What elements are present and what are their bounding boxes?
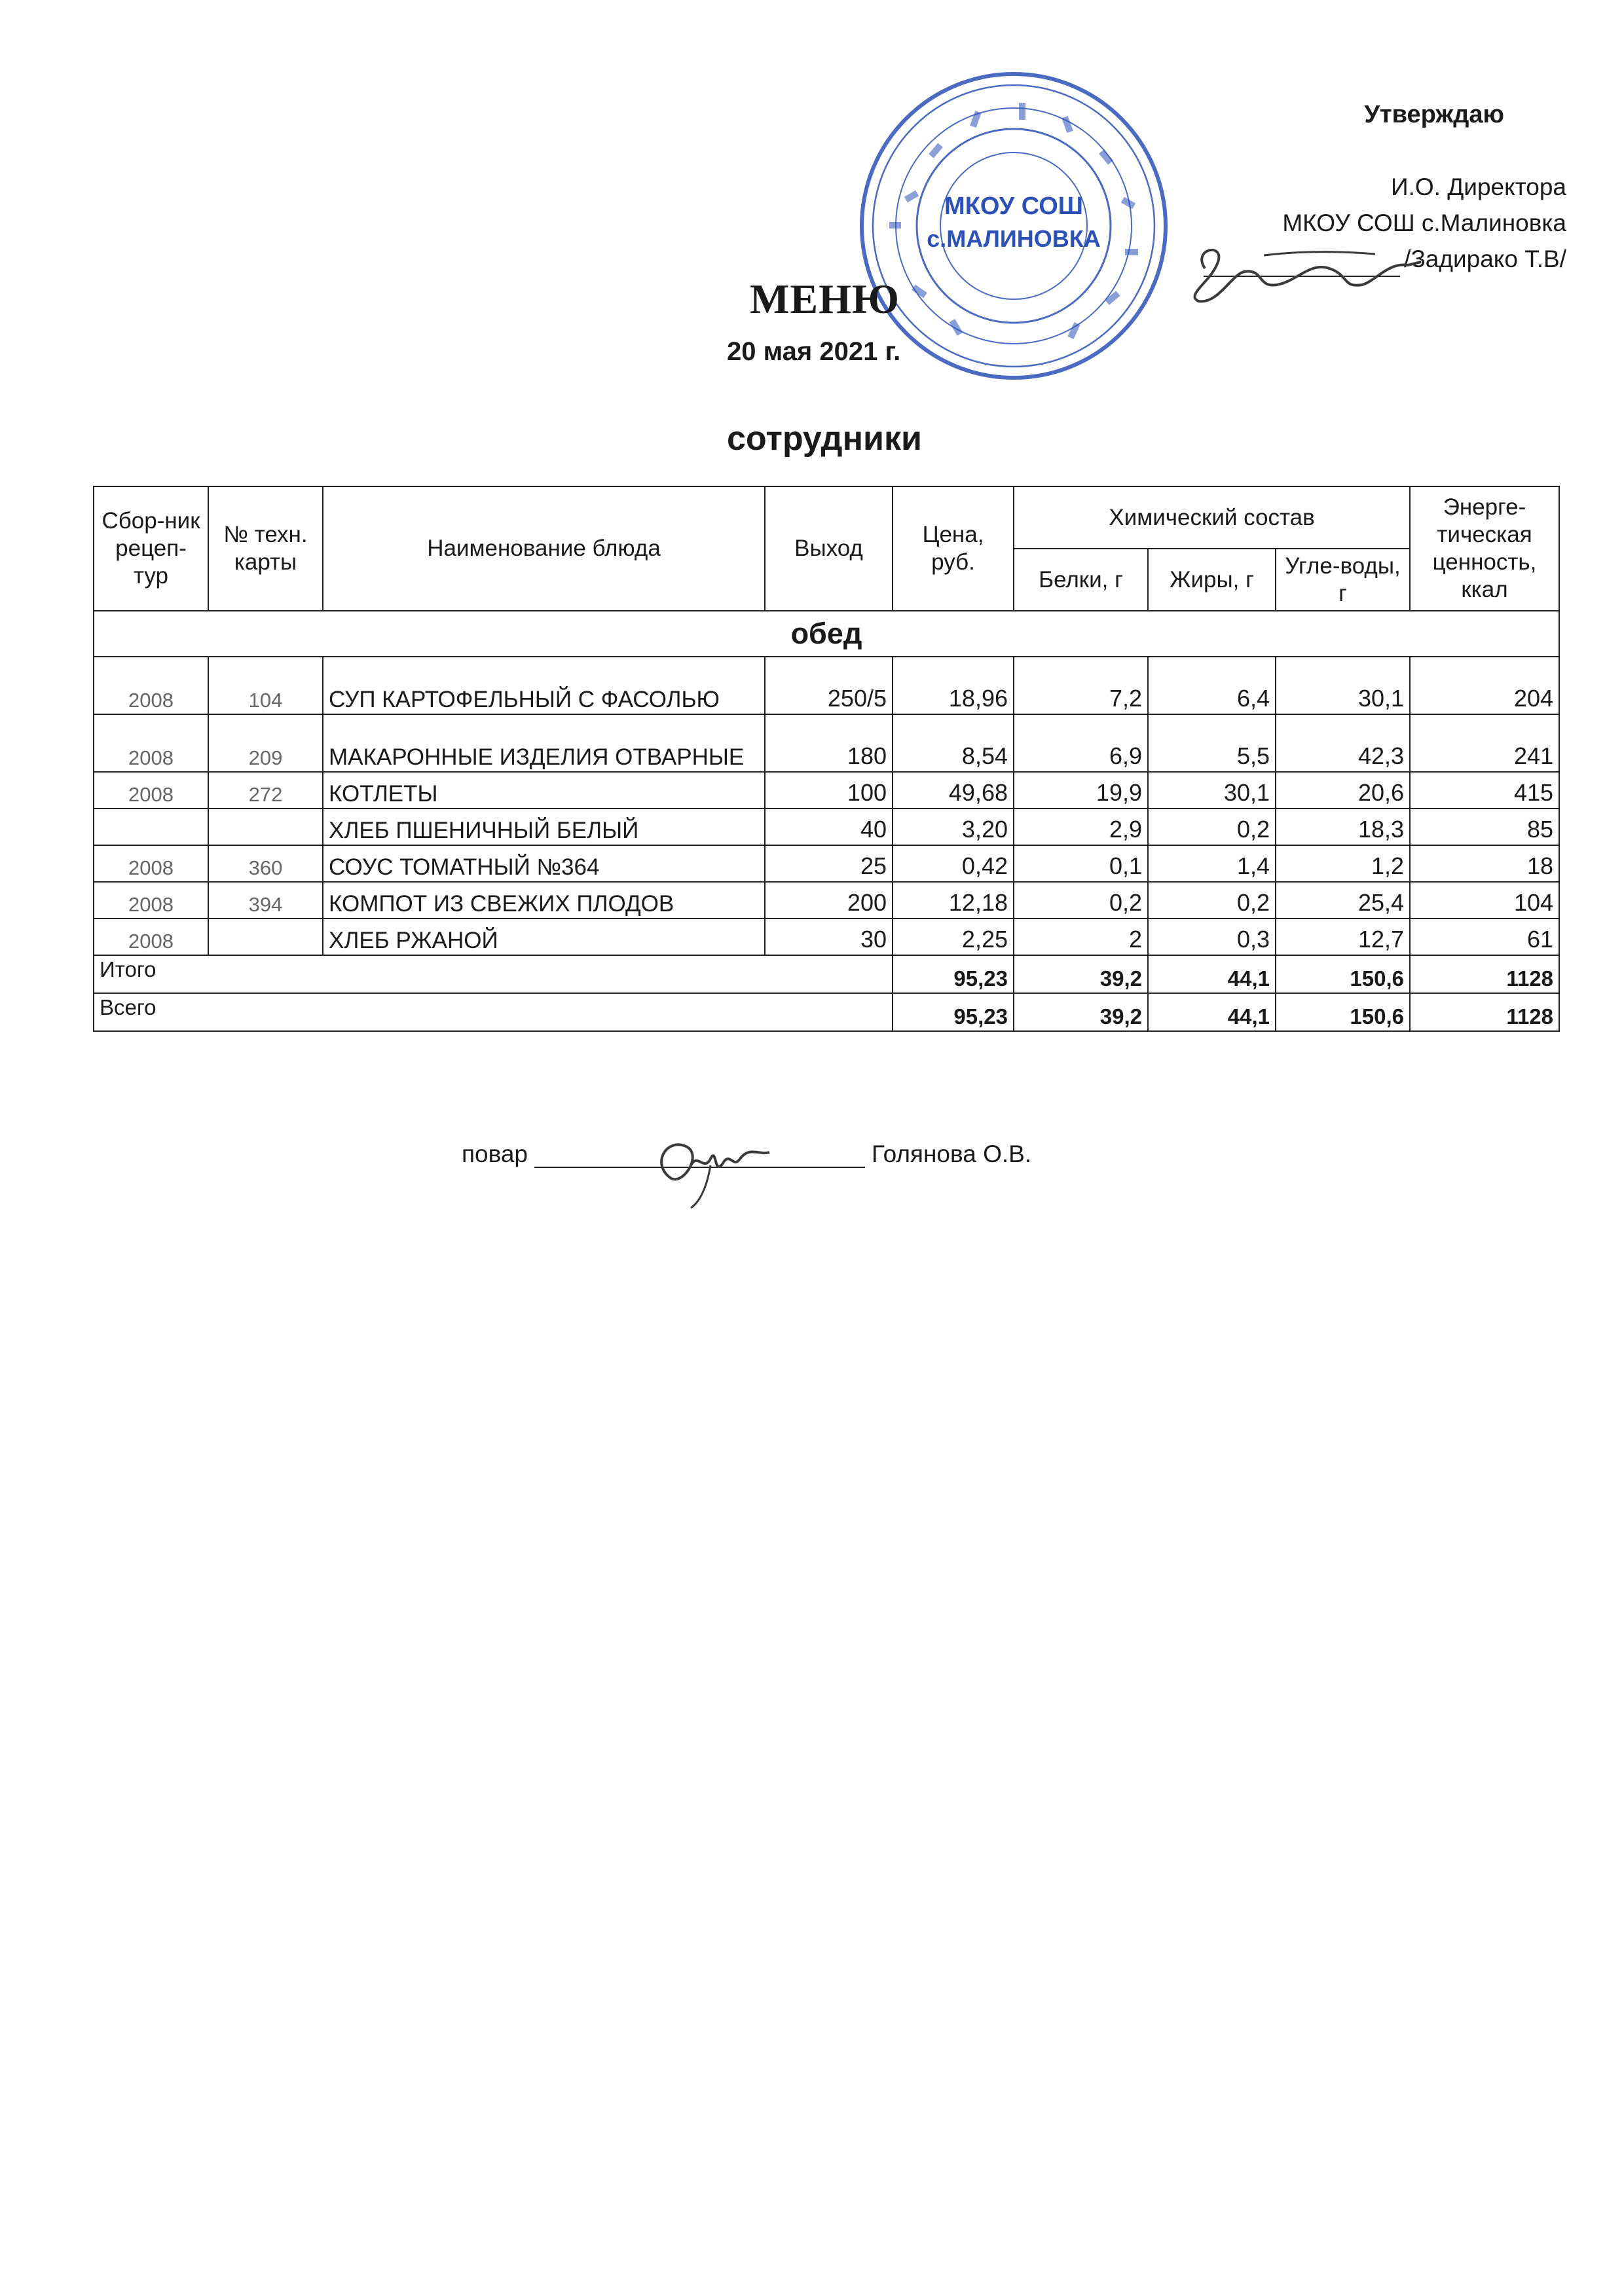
- price-cell: 0,42: [893, 845, 1014, 882]
- fat-cell: 5,5: [1148, 714, 1276, 772]
- fat-cell: 0,2: [1148, 882, 1276, 919]
- cook-role: повар: [462, 1140, 528, 1167]
- section-row: [94, 611, 1559, 657]
- energy-cell: 18: [1410, 845, 1559, 882]
- header-collection: Сбор-ник рецеп-тур: [94, 486, 208, 611]
- header-carbs: Угле-воды, г: [1276, 549, 1410, 611]
- total-energy-cell: 1128: [1410, 955, 1559, 993]
- price-cell: 18,96: [893, 657, 1014, 714]
- total-label: Итого: [94, 955, 893, 993]
- header-fat: Жиры, г: [1148, 549, 1276, 611]
- output-cell: 100: [765, 772, 893, 809]
- carbs-cell: 18,3: [1276, 809, 1410, 845]
- total-price-cell: 95,23: [893, 993, 1014, 1031]
- dish-name-cell: ХЛЕБ ПШЕНИЧНЫЙ БЕЛЫЙ: [323, 809, 765, 845]
- collection-cell: 2008: [94, 714, 208, 772]
- output-cell: 30: [765, 919, 893, 955]
- total-energy-cell: 1128: [1410, 993, 1559, 1031]
- approval-signatory: /Задирако Т.В/: [1404, 246, 1566, 272]
- total-row: [94, 955, 1559, 993]
- total-label: Всего: [94, 993, 893, 1031]
- table-row: [94, 809, 1559, 845]
- approval-position: И.О. Директора: [1391, 173, 1566, 200]
- protein-cell: 2,9: [1014, 809, 1148, 845]
- output-cell: 250/5: [765, 657, 893, 714]
- tech-card-cell: [208, 809, 323, 845]
- energy-cell: 241: [1410, 714, 1559, 772]
- header-dish: Наименование блюда: [323, 486, 765, 611]
- protein-cell: 7,2: [1014, 657, 1148, 714]
- protein-cell: 0,1: [1014, 845, 1148, 882]
- total-carbs-cell: 150,6: [1276, 955, 1410, 993]
- dish-name-cell: МАКАРОННЫЕ ИЗДЕЛИЯ ОТВАРНЫЕ: [323, 714, 765, 772]
- table-row: [94, 714, 1559, 772]
- dish-name-cell: СОУС ТОМАТНЫЙ №364: [323, 845, 765, 882]
- tech-card-cell: 360: [208, 845, 323, 882]
- menu-date: 20 мая 2021 г.: [727, 337, 901, 366]
- tech-card-cell: [208, 919, 323, 955]
- tech-card-cell: 272: [208, 772, 323, 809]
- dish-name-cell: ХЛЕБ РЖАНОЙ: [323, 919, 765, 955]
- price-cell: 49,68: [893, 772, 1014, 809]
- menu-title: МЕНЮ: [750, 276, 900, 322]
- menu-table: [93, 486, 1560, 1032]
- total-fat-cell: 44,1: [1148, 993, 1276, 1031]
- fat-cell: 1,4: [1148, 845, 1276, 882]
- fat-cell: 6,4: [1148, 657, 1276, 714]
- dish-name-cell: КОМПОТ ИЗ СВЕЖИХ ПЛОДОВ: [323, 882, 765, 919]
- total-protein-cell: 39,2: [1014, 955, 1148, 993]
- fat-cell: 30,1: [1148, 772, 1276, 809]
- carbs-cell: 1,2: [1276, 845, 1410, 882]
- total-protein-cell: 39,2: [1014, 993, 1148, 1031]
- protein-cell: 2: [1014, 919, 1148, 955]
- menu-audience: сотрудники: [727, 420, 922, 458]
- total-carbs-cell: 150,6: [1276, 993, 1410, 1031]
- collection-cell: 2008: [94, 882, 208, 919]
- table-row: [94, 919, 1559, 955]
- collection-cell: 2008: [94, 657, 208, 714]
- fat-cell: 0,2: [1148, 809, 1276, 845]
- protein-cell: 6,9: [1014, 714, 1148, 772]
- table-row: [94, 882, 1559, 919]
- protein-cell: 0,2: [1014, 882, 1148, 919]
- energy-cell: 204: [1410, 657, 1559, 714]
- energy-cell: 104: [1410, 882, 1559, 919]
- total-row: [94, 993, 1559, 1031]
- collection-cell: 2008: [94, 845, 208, 882]
- total-fat-cell: 44,1: [1148, 955, 1276, 993]
- output-cell: 180: [765, 714, 893, 772]
- protein-cell: 19,9: [1014, 772, 1148, 809]
- stamp-line-1: МКОУ СОШ: [944, 192, 1083, 220]
- output-cell: 40: [765, 809, 893, 845]
- section-label: обед: [94, 611, 1559, 657]
- output-cell: 200: [765, 882, 893, 919]
- header-chem: Химический состав: [1014, 486, 1410, 549]
- carbs-cell: 12,7: [1276, 919, 1410, 955]
- table-row: [94, 845, 1559, 882]
- table-row: [94, 657, 1559, 714]
- carbs-cell: 25,4: [1276, 882, 1410, 919]
- collection-cell: 2008: [94, 919, 208, 955]
- cook-name: Голянова О.В.: [872, 1140, 1032, 1167]
- director-signature: [1179, 223, 1428, 314]
- header-protein: Белки, г: [1014, 549, 1148, 611]
- energy-cell: 415: [1410, 772, 1559, 809]
- stamp-line-2: с.МАЛИНОВКА: [927, 225, 1101, 252]
- carbs-cell: 42,3: [1276, 714, 1410, 772]
- dish-name-cell: СУП КАРТОФЕЛЬНЫЙ С ФАСОЛЬЮ: [323, 657, 765, 714]
- approval-organization: МКОУ СОШ с.Малиновка: [1282, 210, 1566, 236]
- carbs-cell: 20,6: [1276, 772, 1410, 809]
- table-row: [94, 772, 1559, 809]
- price-cell: 8,54: [893, 714, 1014, 772]
- energy-cell: 85: [1410, 809, 1559, 845]
- collection-cell: [94, 809, 208, 845]
- carbs-cell: 30,1: [1276, 657, 1410, 714]
- price-cell: 12,18: [893, 882, 1014, 919]
- tech-card-cell: 209: [208, 714, 323, 772]
- dish-name-cell: КОТЛЕТЫ: [323, 772, 765, 809]
- header-energy: Энерге-тическая ценность, ккал: [1410, 486, 1559, 611]
- header-price: Цена, руб.: [893, 486, 1014, 611]
- cook-signature: [645, 1126, 776, 1211]
- price-cell: 2,25: [893, 919, 1014, 955]
- tech-card-cell: 104: [208, 657, 323, 714]
- price-cell: 3,20: [893, 809, 1014, 845]
- fat-cell: 0,3: [1148, 919, 1276, 955]
- energy-cell: 61: [1410, 919, 1559, 955]
- total-price-cell: 95,23: [893, 955, 1014, 993]
- tech-card-cell: 394: [208, 882, 323, 919]
- approval-title: Утверждаю: [1364, 101, 1504, 128]
- collection-cell: 2008: [94, 772, 208, 809]
- header-tech-card: № техн. карты: [208, 486, 323, 611]
- output-cell: 25: [765, 845, 893, 882]
- header-output: Выход: [765, 486, 893, 611]
